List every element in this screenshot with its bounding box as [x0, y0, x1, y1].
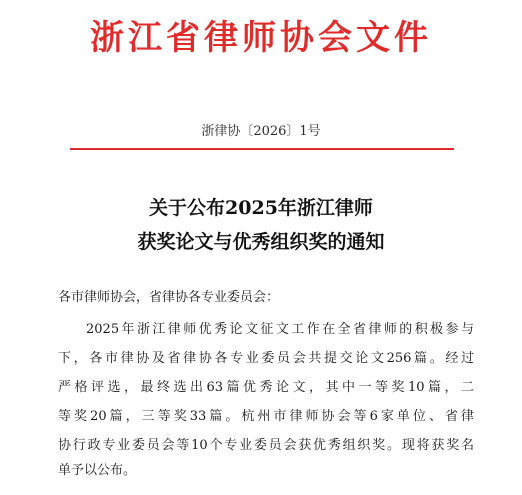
body-paragraph-line: 下，各市律协及省律协各专业委员会共提交论文256篇。经过 [58, 351, 474, 366]
notice-title-line-2: 获奖论文与优秀组织奖的通知 [137, 231, 385, 253]
body-paragraph-line: 严格评选，最终选出63篇优秀论文，其中一等奖10篇，二 [58, 380, 474, 395]
red-divider-line [70, 148, 454, 150]
organization-title: 浙江省律师协会文件 [90, 18, 432, 58]
body-paragraph-line: 2025年浙江律师优秀论文征文工作在全省律师的积极参与 [86, 322, 474, 337]
salutation: 各市律师协会，省律协各专业委员会： [58, 290, 280, 305]
body-paragraph-line: 单予以公布。 [58, 463, 137, 478]
body-paragraph-line: 协行政专业委员会等10个专业委员会获优秀组织奖。现将获奖名 [58, 438, 474, 453]
notice-title-line-1: 关于公布2025年浙江律师 [149, 197, 373, 219]
body-paragraph-line: 等奖20篇，三等奖33篇。杭州市律师协会等6家单位、省律 [58, 409, 474, 424]
document-number: 浙律协〔2026〕1号 [201, 124, 321, 139]
